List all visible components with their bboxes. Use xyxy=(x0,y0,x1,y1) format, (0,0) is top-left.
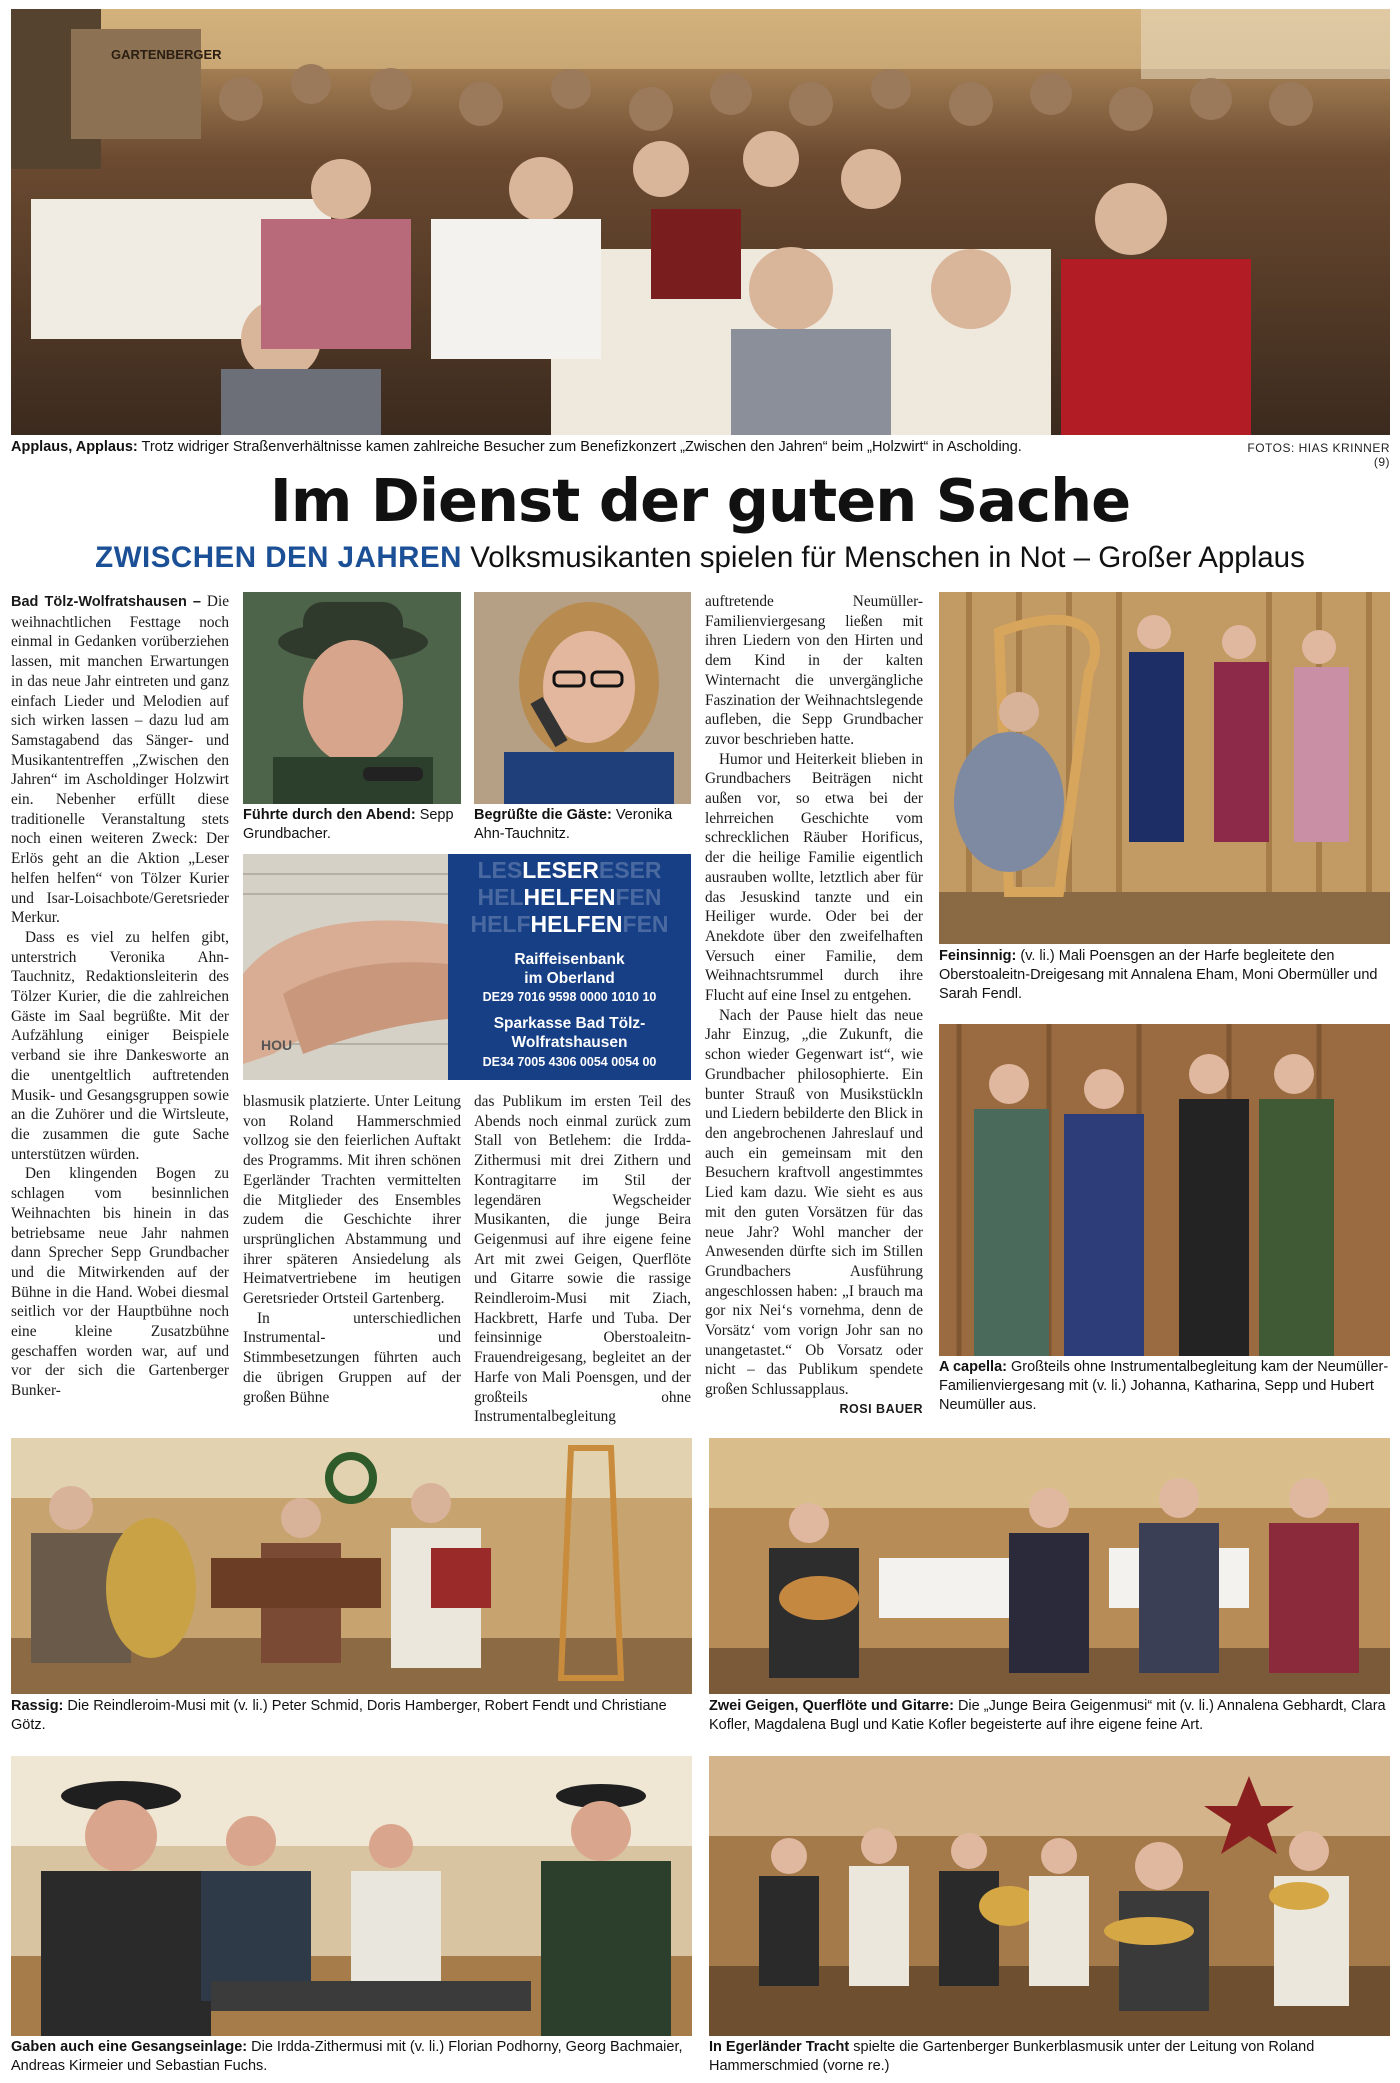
article-paragraph: auftretende Neumüller-Familienviergesang ließen mit ihren Liedern von den Hirten und dem Kind in der kalten Winternacht die unvergängliche Faszination der Weihnachtslegende aufleben, die Sepp Grundbacher zuvor beschrieben hatte. xyxy=(705,593,923,748)
headline: Im Dienst der guten Sache xyxy=(269,466,1131,535)
ad-line-leser: LESER xyxy=(522,857,599,883)
subline-kicker: ZWISCHEN DEN JAHREN xyxy=(95,541,462,574)
ad-bank-1 xyxy=(448,950,691,988)
article-column-3 xyxy=(474,1092,691,1427)
article-paragraph: das Publikum im ersten Teil des Abends noch einmal zurück zum Stall von Betlehem: die Irdda-Zithermusi mit drei Zithern und Kontragitarre im Stil der legendären Wegscheider Musikanten, die junge Beira Geigenmusi auf ihre eigene feine Art mit zwei Geigen, Querflöte und Gitarre sowie die rassige Reindleroim-Musi mit Ziach, Hackbrett, Harfe und Tuba. Der feinsinnige Oberstoaleitn-Frauendreigesang, begleitet an der Harfe von Mali Poensgen, und der großteils ohne Instrumentalbegleitung xyxy=(474,1093,691,1426)
ad-ghost-text: HEL xyxy=(477,884,524,910)
article-text: Die weihnachtlichen Festtage noch einmal in Gedanken vorüberziehen lassen, mit manchen Erwartungen in das neue Jahr eintreten und ganz einfach Lieder und Melodien auf sich wirken lassen – dazu lud am Samstagabend das Sänger- und Musikantentreffen „Zwischen den Jahren“ im Ascholdinger Holzwirt ein. Nebenher erfüllt diese traditionelle Veranstaltung stets noch einen weiteren Zweck: Der Erlös geht an die Aktion „Leser helfen helfen“ von Tölzer Kurier und Isar-Loisachbote/Geretsrieder Merkur. xyxy=(11,593,229,927)
ad-bank-2-line-2: Wolfratshausen xyxy=(511,1034,628,1051)
side-photo-caption-2 xyxy=(939,1358,1390,1415)
photo-irdda-zithermusi xyxy=(11,1756,692,2036)
ad-iban-2: DE34 7005 4306 0054 0054 00 xyxy=(482,1055,657,1069)
ad-ghost-text: FEN xyxy=(622,911,669,937)
photo-reindleroim-musi xyxy=(11,1438,692,1694)
article-paragraph: In unterschiedlichen Instrumental- und Stimmbesetzungen führten auch die übrigen Gruppen auf der großen Bühne xyxy=(243,1309,461,1406)
article-paragraph: Humor und Heiterkeit blieben in Grundbachers Beiträgen nicht außen vor, so etwa bei der lehrreichen Geschichte vom schrecklichen Räuber Horificus, der die heilige Familie eigentlich ausrauben wollte, letztlich aber für das Jesuskind tanzte und ein Heiliger wurde. Oder bei der Anekdote über den zweifelhaften Versuch einer Familie, dem Weihnachtsrummel durch ihre Flucht auf eine Insel zu entgehen. xyxy=(705,750,923,1005)
article-column-2 xyxy=(243,1092,461,1407)
caption-text: spielte die Gartenberger Bunkerblasmusik unter der Leitung von Roland Hammerschmied (vorne re.) xyxy=(709,2039,1315,2074)
ad-ghost-text: FEN xyxy=(615,884,662,910)
article-column-1 xyxy=(11,592,229,1401)
bottom-photo-caption-3 xyxy=(11,2038,692,2076)
caption-lead: Feinsinnig: xyxy=(939,948,1017,964)
caption-lead: A capella: xyxy=(939,1359,1007,1375)
bottom-photo-caption-1 xyxy=(11,1697,692,1735)
photo-sepp-grundbacher xyxy=(243,592,461,804)
subline-text: Volksmusikanten spielen für Menschen in Not – Großer Applaus xyxy=(470,541,1305,574)
side-photo-caption-1 xyxy=(939,947,1390,1004)
ad-ghost-text: LES xyxy=(477,857,523,883)
caption-text: Die Reindleroim-Musi mit (v. li.) Peter Schmid, Doris Hamberger, Robert Fendt und Christiane Götz. xyxy=(11,1698,667,1733)
ad-bank-2-line-1: Sparkasse Bad Tölz- xyxy=(493,1015,646,1032)
ad-ghost-text: HELF xyxy=(470,911,531,937)
caption-lead: Gaben auch eine Gesangseinlage: xyxy=(11,2039,248,2055)
bottom-photo-caption-4 xyxy=(709,2038,1390,2076)
subline xyxy=(0,541,1400,575)
banner-text: GARTENBERGER xyxy=(111,47,222,62)
ad-iban-1: DE29 7016 9598 0000 1010 10 xyxy=(482,990,657,1004)
ad-line-helfen: HELFEN xyxy=(523,884,616,910)
photo-neumueller-familienviergesang xyxy=(939,1024,1390,1356)
caption-text: Veronika Ahn-Tauchnitz. xyxy=(474,807,673,842)
ad-leser-helfen-helfen xyxy=(243,854,691,1080)
caption-text: Die Irdda-Zithermusi mit (v. li.) Florian Podhorny, Georg Bachmaier, Andreas Kirmeier und Sebastian Fuchs. xyxy=(11,2039,683,2074)
portrait-caption-2 xyxy=(474,806,691,844)
caption-lead: Applaus, Applaus: xyxy=(11,439,138,455)
top-photo-caption xyxy=(11,438,1221,457)
article-paragraph xyxy=(705,1006,923,1416)
photo-credit: FOTOS: HIAS KRINNER (9) xyxy=(1247,441,1390,469)
newspaper-word: HOU xyxy=(261,1037,293,1053)
article-column-4 xyxy=(705,592,923,1420)
bottom-photo-caption-2 xyxy=(709,1697,1390,1735)
caption-lead: In Egerländer Tracht xyxy=(709,2039,850,2055)
photo-gartenberger-bunkerblasmusik xyxy=(709,1756,1390,2036)
caption-text: Trotz widriger Straßenverhältnisse kamen zahlreiche Besucher zum Benefizkonzert „Zwischen den Jahren“ beim „Holzwirt“ in Ascholding. xyxy=(141,439,1022,455)
article-paragraph: Den klingenden Bogen zu schlagen vom besinnlichen Weihnachten bis hinein in das betriebsame neue Jahr nahmen dann Sprecher Sepp Grundbacher und die Mitwirkenden auf der Bühne in die Hand. Wobei diesmal seitlich vor der Hauptbühne noch eine kleine Zusatzbühne geschaffen worden war, auf und vor der sich die Gartenberger Bunker- xyxy=(11,1165,229,1400)
article-paragraph: Dass es viel zu helfen gibt, unterstrich Veronika Ahn-Tauchnitz, Redaktionsleiterin des Tölzer Kurier, die die zahlreichen Gäste im Saal begrüßte. Mit der Aufzählung einiger Beispiele verband sie ihre Dankesworte an die unentgeltlich auftretenden Musik- und Gesangsgruppen sowie an die Zuhörer und die Wirtsleute, die zusammen die gute Sache unterstützen würden. xyxy=(11,928,229,1163)
caption-lead: Führte durch den Abend: xyxy=(243,807,416,823)
caption-text: Großteils ohne Instrumentalbegleitung kam der Neumüller-Familienviergesang mit (v. li.) Johanna, Katharina, Sepp und Hubert Neumüller aus. xyxy=(939,1359,1389,1413)
ad-bank-1-line-1: Raiffeisenbank xyxy=(514,951,625,968)
ad-line-helfen-2: HELFEN xyxy=(530,911,623,937)
photo-audience-applause xyxy=(11,9,1390,435)
caption-text: Sepp Grundbacher. xyxy=(243,807,454,842)
dateline: Bad Tölz-Wolfratshausen – xyxy=(11,594,201,610)
photo-junge-beira-geigenmusi xyxy=(709,1438,1390,1694)
caption-lead: Zwei Geigen, Querflöte und Gitarre: xyxy=(709,1698,954,1714)
author: ROSI BAUER xyxy=(839,1401,923,1416)
ad-bank-1-line-2: im Oberland xyxy=(524,970,615,987)
article-paragraph: blasmusik platzierte. Unter Leitung von Roland Hammerschmied vollzog sie den feierlichen Auftakt des Programms. Mit ihren schönen Egerländer Trachten vermittelten die Mitglieder des Ensembles zudem die Geschichte ihrer ursprünglichen Abstammung und ihrer späteren Ansiedelung als Heimatvertriebene im heutigen Geretsrieder Ortsteil Gartenberg. xyxy=(243,1093,461,1308)
article-text: Nach der Pause hielt das neue Jahr Einzug, „die Zukunft, die schon wieder Gegenwart ist“, wie Grundbacher philosophierte. Ein bunter Strauß von Musikstückln und Liedern bebilderte den Blick in den angebrochenen Jahreslauf und auch ein gemeinsam mit den Besuchern kraftvoll angestimmtes Lied kam dazu. Wie sieht es aus mit den guten Vorsätzen für das neue Jahr? Wohl mancher der Anwesenden dürfte sich im Stillen Grundbachers Ausführung angeschlossen haben: „I brauch ma gor nix Nei‘s vornehma, denn de Vorsätz‘ vom vorign Johr san no unangetastet.“ Ob Vorsatz oder nicht – das Publikum spendete großen Schlussapplaus. xyxy=(705,1006,923,1399)
photo-veronika-ahn-tauchnitz xyxy=(474,592,691,804)
photo-oberstoaleitn-dreigesang xyxy=(939,592,1390,944)
caption-lead: Rassig: xyxy=(11,1698,64,1714)
ad-bank-2 xyxy=(448,1014,691,1052)
caption-lead: Begrüßte die Gäste: xyxy=(474,807,612,823)
portrait-caption-1 xyxy=(243,806,461,844)
caption-text: (v. li.) Mali Poensgen an der Harfe begleitete den Oberstoaleitn-Dreigesang mit Annalena Eham, Moni Obermüller und Sarah Fendl. xyxy=(939,948,1378,1002)
ad-blue-panel xyxy=(448,854,691,1080)
caption-text: Die „Junge Beira Geigenmusi“ mit (v. li.) Annalena Gebhardt, Clara Kofler, Magdalena Bugl und Katie Kofler begeisterte auf ihre eigene feine Art. xyxy=(709,1698,1386,1733)
ad-ghost-text: ESER xyxy=(598,857,662,883)
